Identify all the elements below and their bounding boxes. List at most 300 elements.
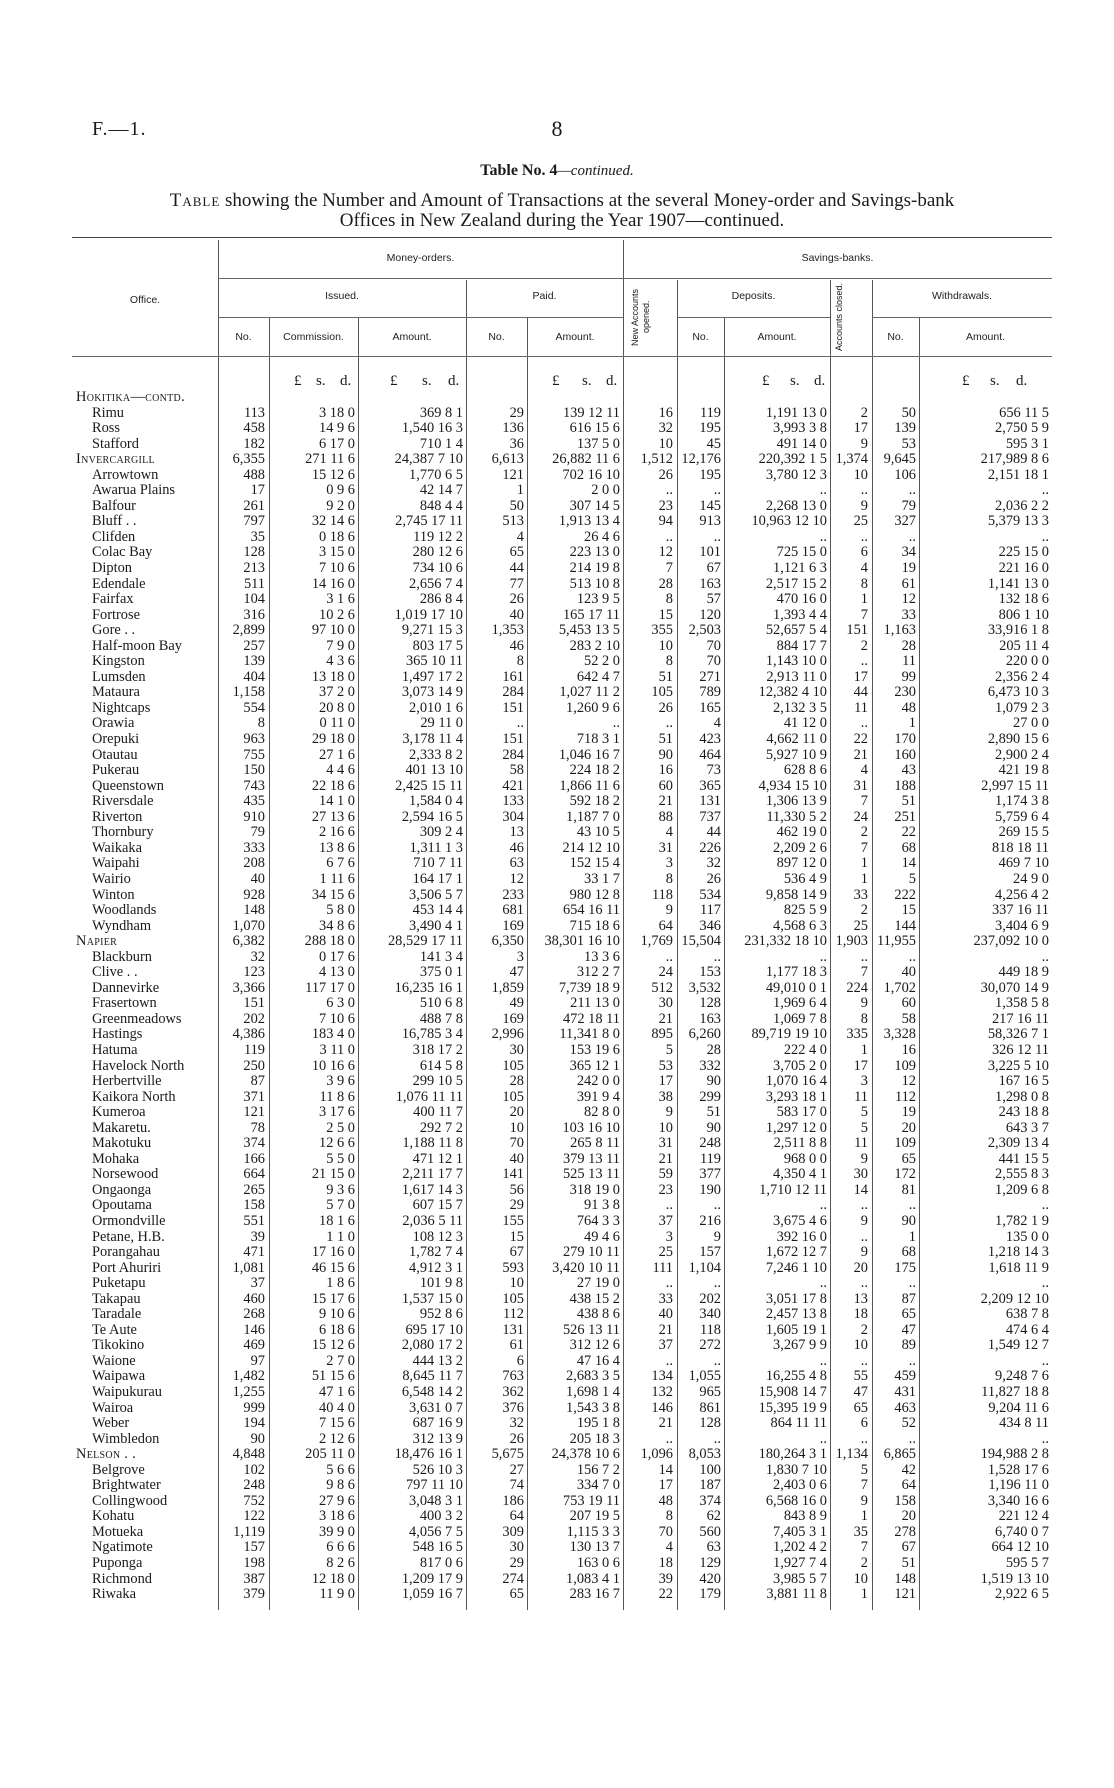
- deposits-amount-cell: 89,719 19 10: [751, 1026, 827, 1043]
- paid-no-cell: 105: [502, 1290, 524, 1307]
- commission-cell: 5 5 0: [326, 1150, 355, 1167]
- new-accounts-cell: ..: [665, 528, 673, 545]
- deposits-no-cell: 195: [699, 466, 721, 483]
- office-name: Fortrose: [92, 607, 140, 623]
- paid-no-cell: 133: [502, 793, 524, 810]
- deposits-amount-cell: 1,710 12 11: [759, 1181, 827, 1198]
- issued-no-cell: 371: [243, 1088, 265, 1105]
- commission-cell: 37 2 0: [319, 684, 355, 701]
- commission-cell: 3 18 6: [319, 1508, 355, 1525]
- withdrawals-amount-cell: 167 16 5: [998, 1073, 1049, 1090]
- paid-no-cell: 136: [502, 420, 524, 437]
- deposits-no-cell: 216: [699, 1212, 721, 1229]
- issued-amount-cell: 510 6 8: [419, 995, 463, 1012]
- currency-units-row: [72, 373, 1052, 391]
- header-office: Office.: [129, 294, 161, 306]
- withdrawals-amount-cell: 2,309 13 4: [987, 1135, 1049, 1152]
- commission-cell: 4 13 0: [319, 964, 355, 981]
- deposits-no-cell: 202: [699, 1290, 721, 1307]
- withdrawals-amount-cell: 237,092 10 0: [973, 933, 1049, 950]
- withdrawals-amount-cell: 1,549 12 7: [987, 1337, 1049, 1354]
- deposits-no-cell: ..: [713, 528, 721, 545]
- withdrawals-no-cell: 89: [901, 1337, 916, 1354]
- accounts-closed-cell: ..: [860, 1197, 868, 1214]
- accounts-closed-cell: 17: [853, 668, 868, 685]
- issued-amount-cell: 2,425 15 11: [395, 777, 463, 794]
- header-new-accounts: New Accounts opened.: [630, 288, 651, 346]
- paid-amount-cell: 472 18 11: [562, 1010, 620, 1027]
- table-body: [72, 390, 1052, 1603]
- withdrawals-amount-cell: ..: [1041, 1275, 1049, 1292]
- new-accounts-cell: 15: [658, 606, 673, 623]
- deposits-no-cell: 737: [699, 808, 721, 825]
- deposits-amount-cell: 5,927 10 9: [765, 746, 827, 763]
- withdrawals-no-cell: 16: [901, 1041, 916, 1058]
- header-withdrawals-amount: Amount.: [965, 331, 1006, 343]
- deposits-amount-cell: 1,191 13 0: [765, 404, 827, 421]
- issued-amount-cell: 803 17 5: [412, 637, 463, 654]
- deposits-amount-cell: 15,908 14 7: [758, 1384, 827, 1400]
- withdrawals-no-cell: ..: [908, 482, 916, 499]
- withdrawals-no-cell: 58: [901, 1010, 916, 1027]
- paid-no-cell: 29: [509, 1555, 524, 1572]
- paid-no-cell: 151: [502, 731, 524, 748]
- withdrawals-no-cell: 222: [894, 886, 916, 903]
- commission-cell: 7 9 0: [326, 637, 355, 654]
- paid-no-cell: 763: [502, 1368, 524, 1385]
- new-accounts-cell: 16: [658, 404, 673, 421]
- deposits-no-cell: 332: [699, 1057, 721, 1074]
- deposits-amount-cell: ..: [819, 1197, 827, 1214]
- issued-amount-cell: 2,036 5 11: [402, 1212, 463, 1229]
- issued-amount-cell: 1,188 11 8: [402, 1135, 463, 1152]
- paid-no-cell: 26: [509, 591, 524, 608]
- deposits-amount-cell: ..: [819, 1352, 827, 1369]
- paid-no-cell: 20: [509, 1104, 524, 1121]
- paid-amount-cell: 152 15 4: [569, 855, 620, 872]
- deposits-amount-cell: 1,306 13 9: [765, 793, 827, 810]
- withdrawals-no-cell: 14: [901, 855, 916, 872]
- deposits-no-cell: 272: [699, 1337, 721, 1354]
- issued-no-cell: 32: [250, 948, 265, 965]
- paid-amount-cell: 318 19 0: [569, 1181, 620, 1198]
- commission-cell: 51 15 6: [311, 1368, 355, 1385]
- paid-no-cell: 105: [502, 1088, 524, 1105]
- paid-no-cell: 593: [502, 1259, 524, 1276]
- accounts-closed-cell: 18: [853, 1306, 868, 1323]
- office-name: Taradale: [92, 1307, 142, 1323]
- issued-no-cell: 316: [243, 606, 265, 623]
- paid-amount-cell: 27 19 0: [576, 1275, 620, 1292]
- issued-no-cell: 1,482: [232, 1368, 265, 1385]
- withdrawals-no-cell: 121: [894, 1586, 916, 1603]
- deposits-no-cell: 423: [699, 731, 721, 748]
- issued-no-cell: 458: [243, 420, 265, 437]
- withdrawals-no-cell: 11,955: [876, 933, 916, 950]
- withdrawals-no-cell: 53: [901, 435, 916, 452]
- office-name: Winton: [92, 887, 135, 903]
- office-name: Thornbury: [92, 825, 154, 841]
- table-row: [72, 452, 1052, 468]
- withdrawals-no-cell: 64: [901, 1477, 916, 1494]
- commission-cell: 0 18 6: [319, 528, 355, 545]
- withdrawals-amount-cell: ..: [1041, 528, 1049, 545]
- office-name: Arrowtown: [92, 467, 159, 483]
- issued-no-cell: 97: [250, 1352, 265, 1369]
- paid-amount-cell: 1,083 4 1: [566, 1570, 620, 1587]
- paid-amount-cell: 307 14 5: [569, 497, 620, 514]
- deposits-no-cell: 226: [699, 839, 721, 856]
- issued-amount-cell: 1,076 11 11: [395, 1088, 463, 1105]
- commission-cell: 9 8 6: [326, 1477, 355, 1494]
- paid-no-cell: 105: [502, 1057, 524, 1074]
- paid-amount-cell: 391 9 4: [576, 1088, 620, 1105]
- commission-cell: 1 11 6: [319, 870, 355, 887]
- accounts-closed-cell: 55: [853, 1368, 868, 1385]
- issued-amount-cell: 2,656 7 4: [409, 575, 463, 592]
- table-row: [72, 888, 1052, 904]
- issued-amount-cell: 526 10 3: [412, 1461, 463, 1478]
- new-accounts-cell: 32: [658, 420, 673, 437]
- office-name: Collingwood: [92, 1493, 168, 1509]
- deposits-no-cell: 1,104: [688, 1259, 721, 1276]
- accounts-closed-cell: 4: [860, 560, 868, 577]
- withdrawals-no-cell: 170: [894, 731, 916, 748]
- withdrawals-amount-cell: 225 15 0: [998, 544, 1049, 561]
- table-row: [72, 732, 1052, 748]
- withdrawals-amount-cell: 221 16 0: [998, 560, 1049, 577]
- new-accounts-cell: 23: [658, 497, 673, 514]
- table-row: [72, 1401, 1052, 1417]
- withdrawals-amount-cell: 1,528 17 6: [987, 1461, 1049, 1478]
- office-name: Herbertville: [92, 1074, 162, 1090]
- table-row: [72, 1214, 1052, 1230]
- table-row: [72, 390, 1052, 406]
- commission-cell: 13 8 6: [319, 839, 355, 856]
- withdrawals-amount-cell: 243 18 8: [998, 1104, 1049, 1121]
- paid-amount-cell: 33 1 7: [584, 870, 620, 887]
- office-name: Richmond: [92, 1571, 152, 1587]
- issued-no-cell: 910: [243, 808, 265, 825]
- unit-pound: £: [294, 373, 302, 389]
- office-name: Riverton: [92, 809, 143, 825]
- paid-amount-cell: 715 18 6: [569, 917, 620, 934]
- issued-amount-cell: 797 11 10: [405, 1477, 463, 1494]
- issued-no-cell: 158: [243, 1197, 265, 1214]
- paid-no-cell: 6,613: [491, 451, 524, 468]
- hline-sub-issued: [218, 317, 466, 318]
- table-number-continued: —continued.: [557, 163, 634, 179]
- issued-amount-cell: 401 13 10: [405, 762, 463, 779]
- issued-amount-cell: 3,631 0 7: [409, 1399, 463, 1416]
- withdrawals-amount-cell: 1,209 6 8: [995, 1181, 1049, 1198]
- paid-amount-cell: 82 8 0: [584, 1104, 620, 1121]
- hline-sub-dep: [677, 317, 830, 318]
- withdrawals-no-cell: 90: [901, 1212, 916, 1229]
- paid-amount-cell: 265 8 11: [570, 1135, 620, 1152]
- deposits-amount-cell: 3,293 18 1: [765, 1088, 827, 1105]
- commission-cell: 2 7 0: [326, 1352, 355, 1369]
- deposits-no-cell: 861: [699, 1399, 721, 1416]
- commission-cell: 183 4 0: [311, 1026, 355, 1043]
- unit-shilling: s.: [422, 373, 432, 389]
- table-row: [72, 1323, 1052, 1339]
- new-accounts-cell: 94: [658, 513, 673, 530]
- paid-amount-cell: 1,115 3 3: [566, 1523, 620, 1540]
- paid-no-cell: 63: [509, 855, 524, 872]
- withdrawals-amount-cell: 1,618 11 9: [988, 1259, 1049, 1276]
- paid-amount-cell: 2,683 3 5: [566, 1368, 620, 1385]
- issued-amount-cell: 3,506 5 7: [409, 886, 463, 903]
- deposits-amount-cell: 41 12 0: [783, 715, 827, 732]
- commission-cell: 7 15 6: [319, 1415, 355, 1432]
- new-accounts-cell: 26: [658, 466, 673, 483]
- table-row: [72, 1027, 1052, 1043]
- new-accounts-cell: 51: [658, 731, 673, 748]
- deposits-no-cell: ..: [713, 1352, 721, 1369]
- deposits-amount-cell: 392 16 0: [776, 1228, 827, 1245]
- paid-amount-cell: 224 18 2: [569, 762, 620, 779]
- office-name: Lumsden: [92, 669, 146, 685]
- withdrawals-no-cell: 1: [908, 1228, 916, 1245]
- deposits-no-cell: 6,260: [688, 1026, 721, 1043]
- paid-no-cell: 10: [509, 1275, 524, 1292]
- withdrawals-amount-cell: 221 12 4: [998, 1508, 1049, 1525]
- accounts-closed-cell: 9: [860, 497, 868, 514]
- deposits-no-cell: 179: [699, 1586, 721, 1603]
- withdrawals-no-cell: 6,865: [883, 1446, 916, 1463]
- withdrawals-amount-cell: 194,988 2 8: [980, 1446, 1049, 1463]
- deposits-amount-cell: 7,405 3 1: [773, 1523, 827, 1540]
- withdrawals-no-cell: 99: [901, 668, 916, 685]
- issued-amount-cell: 318 17 2: [412, 1041, 463, 1058]
- issued-amount-cell: 16,785 3 4: [401, 1026, 463, 1043]
- new-accounts-cell: 88: [658, 808, 673, 825]
- paid-amount-cell: 163 0 6: [576, 1555, 620, 1572]
- office-name: Half-moon Bay: [92, 638, 182, 654]
- new-accounts-cell: 111: [652, 1259, 673, 1276]
- table-row: [72, 1416, 1052, 1432]
- accounts-closed-cell: 1: [860, 1508, 868, 1525]
- deposits-amount-cell: 180,264 3 1: [758, 1446, 827, 1463]
- issued-amount-cell: 687 16 9: [412, 1415, 463, 1432]
- accounts-closed-cell: 17: [853, 1057, 868, 1074]
- new-accounts-cell: 18: [658, 1555, 673, 1572]
- withdrawals-amount-cell: 1,358 5 8: [995, 995, 1049, 1012]
- issued-no-cell: 268: [243, 1306, 265, 1323]
- paid-no-cell: 233: [502, 886, 524, 903]
- office-name: Greenmeadows: [92, 1011, 182, 1027]
- accounts-closed-cell: 1: [860, 855, 868, 872]
- issued-no-cell: 551: [243, 1212, 265, 1229]
- issued-no-cell: 37: [250, 1275, 265, 1292]
- office-name: Porangahau: [92, 1245, 160, 1261]
- new-accounts-cell: 10: [658, 435, 673, 452]
- deposits-amount-cell: 864 11 11: [770, 1415, 827, 1432]
- table-row: [72, 701, 1052, 717]
- new-accounts-cell: 16: [658, 762, 673, 779]
- paid-amount-cell: 654 16 11: [562, 902, 620, 919]
- issued-no-cell: 752: [243, 1492, 265, 1509]
- deposits-amount-cell: 1,393 4 4: [773, 606, 827, 623]
- table-row: [72, 1261, 1052, 1277]
- issued-amount-cell: 1,770 6 5: [409, 466, 463, 483]
- issued-amount-cell: 6,548 14 2: [401, 1384, 463, 1400]
- new-accounts-cell: 31: [658, 1135, 673, 1152]
- withdrawals-no-cell: 19: [901, 1104, 916, 1121]
- paid-amount-cell: 702 16 10: [562, 466, 620, 483]
- deposits-amount-cell: ..: [819, 1430, 827, 1447]
- paid-no-cell: 6: [516, 1352, 524, 1369]
- new-accounts-cell: ..: [665, 1197, 673, 1214]
- table-row: [72, 437, 1052, 453]
- table-row: [72, 1012, 1052, 1028]
- commission-cell: 9 10 6: [319, 1306, 355, 1323]
- paid-no-cell: 13: [509, 824, 524, 841]
- commission-cell: 6 6 6: [326, 1539, 355, 1556]
- withdrawals-no-cell: 158: [894, 1492, 916, 1509]
- withdrawals-no-cell: 251: [894, 808, 916, 825]
- table-row: [72, 1385, 1052, 1401]
- deposits-no-cell: 9: [713, 1228, 721, 1245]
- paid-amount-cell: 242 0 0: [576, 1073, 620, 1090]
- deposits-no-cell: 560: [699, 1523, 721, 1540]
- paid-no-cell: 64: [509, 1508, 524, 1525]
- new-accounts-cell: 8: [665, 591, 673, 608]
- paid-amount-cell: 365 12 1: [569, 1057, 620, 1074]
- new-accounts-cell: 53: [658, 1057, 673, 1074]
- accounts-closed-cell: 31: [853, 777, 868, 794]
- withdrawals-no-cell: 20: [901, 1119, 916, 1136]
- deposits-no-cell: 129: [699, 1555, 721, 1572]
- unit-pence: d.: [448, 373, 460, 389]
- issued-no-cell: 146: [243, 1321, 265, 1338]
- withdrawals-no-cell: ..: [908, 1275, 916, 1292]
- accounts-closed-cell: 44: [853, 684, 868, 701]
- table-row: [72, 1478, 1052, 1494]
- withdrawals-amount-cell: 421 19 8: [998, 762, 1049, 779]
- new-accounts-cell: 17: [658, 1477, 673, 1494]
- commission-cell: 2 12 6: [319, 1430, 355, 1447]
- commission-cell: 7 10 6: [319, 560, 355, 577]
- hline-groups: [218, 278, 1052, 279]
- new-accounts-cell: 38: [658, 1088, 673, 1105]
- issued-no-cell: 121: [243, 1104, 265, 1121]
- issued-no-cell: 404: [243, 668, 265, 685]
- paid-amount-cell: 205 18 3: [569, 1430, 620, 1447]
- commission-cell: 2 16 6: [319, 824, 355, 841]
- paid-amount-cell: 47 16 4: [576, 1352, 620, 1369]
- issued-no-cell: 511: [243, 575, 265, 592]
- accounts-closed-cell: 1: [860, 1586, 868, 1603]
- new-accounts-cell: 70: [658, 1523, 673, 1540]
- issued-amount-cell: 18,476 16 1: [394, 1446, 463, 1463]
- deposits-amount-cell: 825 5 9: [783, 902, 827, 919]
- commission-cell: 5 6 6: [326, 1461, 355, 1478]
- issued-amount-cell: 309 2 4: [419, 824, 463, 841]
- withdrawals-amount-cell: 434 8 11: [999, 1415, 1049, 1432]
- deposits-amount-cell: 1,927 7 4: [773, 1555, 827, 1572]
- issued-no-cell: 257: [243, 637, 265, 654]
- paid-no-cell: 274: [502, 1570, 524, 1587]
- table-row: [72, 685, 1052, 701]
- deposits-amount-cell: 2,517 15 2: [765, 575, 827, 592]
- office-name: Nelson . .: [76, 1447, 137, 1463]
- accounts-closed-cell: 7: [860, 793, 868, 810]
- deposits-amount-cell: 9,858 14 9: [765, 886, 827, 903]
- withdrawals-amount-cell: 2,036 2 2: [995, 497, 1049, 514]
- withdrawals-amount-cell: 6,740 0 7: [995, 1523, 1049, 1540]
- deposits-amount-cell: 15,395 19 9: [758, 1399, 827, 1416]
- deposits-no-cell: 101: [699, 544, 721, 561]
- commission-cell: 0 9 6: [326, 482, 355, 499]
- issued-no-cell: 963: [243, 731, 265, 748]
- issued-no-cell: 4,386: [232, 1026, 265, 1043]
- deposits-no-cell: 62: [706, 1508, 721, 1525]
- table-row: [72, 950, 1052, 966]
- paid-no-cell: 47: [509, 964, 524, 981]
- issued-amount-cell: 4,912 3 1: [409, 1259, 463, 1276]
- table-row: [72, 1572, 1052, 1588]
- office-name: Dannevirke: [92, 980, 160, 996]
- withdrawals-no-cell: 109: [894, 1135, 916, 1152]
- paid-amount-cell: 7,739 18 9: [558, 979, 620, 996]
- office-name: Gore . .: [92, 623, 136, 639]
- new-accounts-cell: 64: [658, 917, 673, 934]
- deposits-amount-cell: 491 14 0: [776, 435, 827, 452]
- issued-amount-cell: 29 11 0: [420, 715, 463, 732]
- deposits-amount-cell: 1,070 16 4: [765, 1073, 827, 1090]
- table-row: [72, 965, 1052, 981]
- new-accounts-cell: 1,769: [640, 933, 673, 950]
- new-accounts-cell: 39: [658, 1570, 673, 1587]
- withdrawals-amount-cell: 2,356 2 4: [995, 668, 1049, 685]
- accounts-closed-cell: ..: [860, 715, 868, 732]
- office-name: Ormondville: [92, 1213, 166, 1229]
- issued-amount-cell: 1,019 17 10: [394, 606, 463, 623]
- office-name: Blackburn: [92, 949, 152, 965]
- new-accounts-cell: 8: [665, 1508, 673, 1525]
- deposits-amount-cell: 2,403 0 6: [773, 1477, 827, 1494]
- table-row: [72, 608, 1052, 624]
- office-name: Riwaka: [92, 1587, 136, 1603]
- table-row: [72, 1198, 1052, 1214]
- commission-cell: 10 16 6: [311, 1057, 355, 1074]
- deposits-amount-cell: 3,267 9 9: [773, 1337, 827, 1354]
- issued-no-cell: 150: [243, 762, 265, 779]
- issued-no-cell: 6,382: [232, 933, 265, 950]
- accounts-closed-cell: 11: [854, 1135, 868, 1152]
- issued-no-cell: 102: [243, 1461, 265, 1478]
- withdrawals-amount-cell: 595 5 7: [1005, 1555, 1049, 1572]
- deposits-amount-cell: 49,010 0 1: [765, 979, 827, 996]
- commission-cell: 32 14 6: [311, 513, 355, 530]
- paid-no-cell: 10: [509, 1119, 524, 1136]
- office-name: Te Aute: [92, 1322, 137, 1338]
- issued-no-cell: 3,366: [232, 979, 265, 996]
- withdrawals-no-cell: 1: [908, 715, 916, 732]
- deposits-no-cell: 1,055: [688, 1368, 721, 1385]
- paid-amount-cell: 279 10 11: [562, 1244, 620, 1261]
- paid-amount-cell: 211 13 0: [570, 995, 620, 1012]
- commission-cell: 6 18 6: [319, 1321, 355, 1338]
- new-accounts-cell: 7: [665, 560, 673, 577]
- table-row: [72, 779, 1052, 795]
- accounts-closed-cell: 1,134: [835, 1446, 868, 1463]
- office-name: Pukerau: [92, 763, 140, 779]
- paid-no-cell: 5,675: [491, 1446, 524, 1463]
- accounts-closed-cell: 1: [860, 870, 868, 887]
